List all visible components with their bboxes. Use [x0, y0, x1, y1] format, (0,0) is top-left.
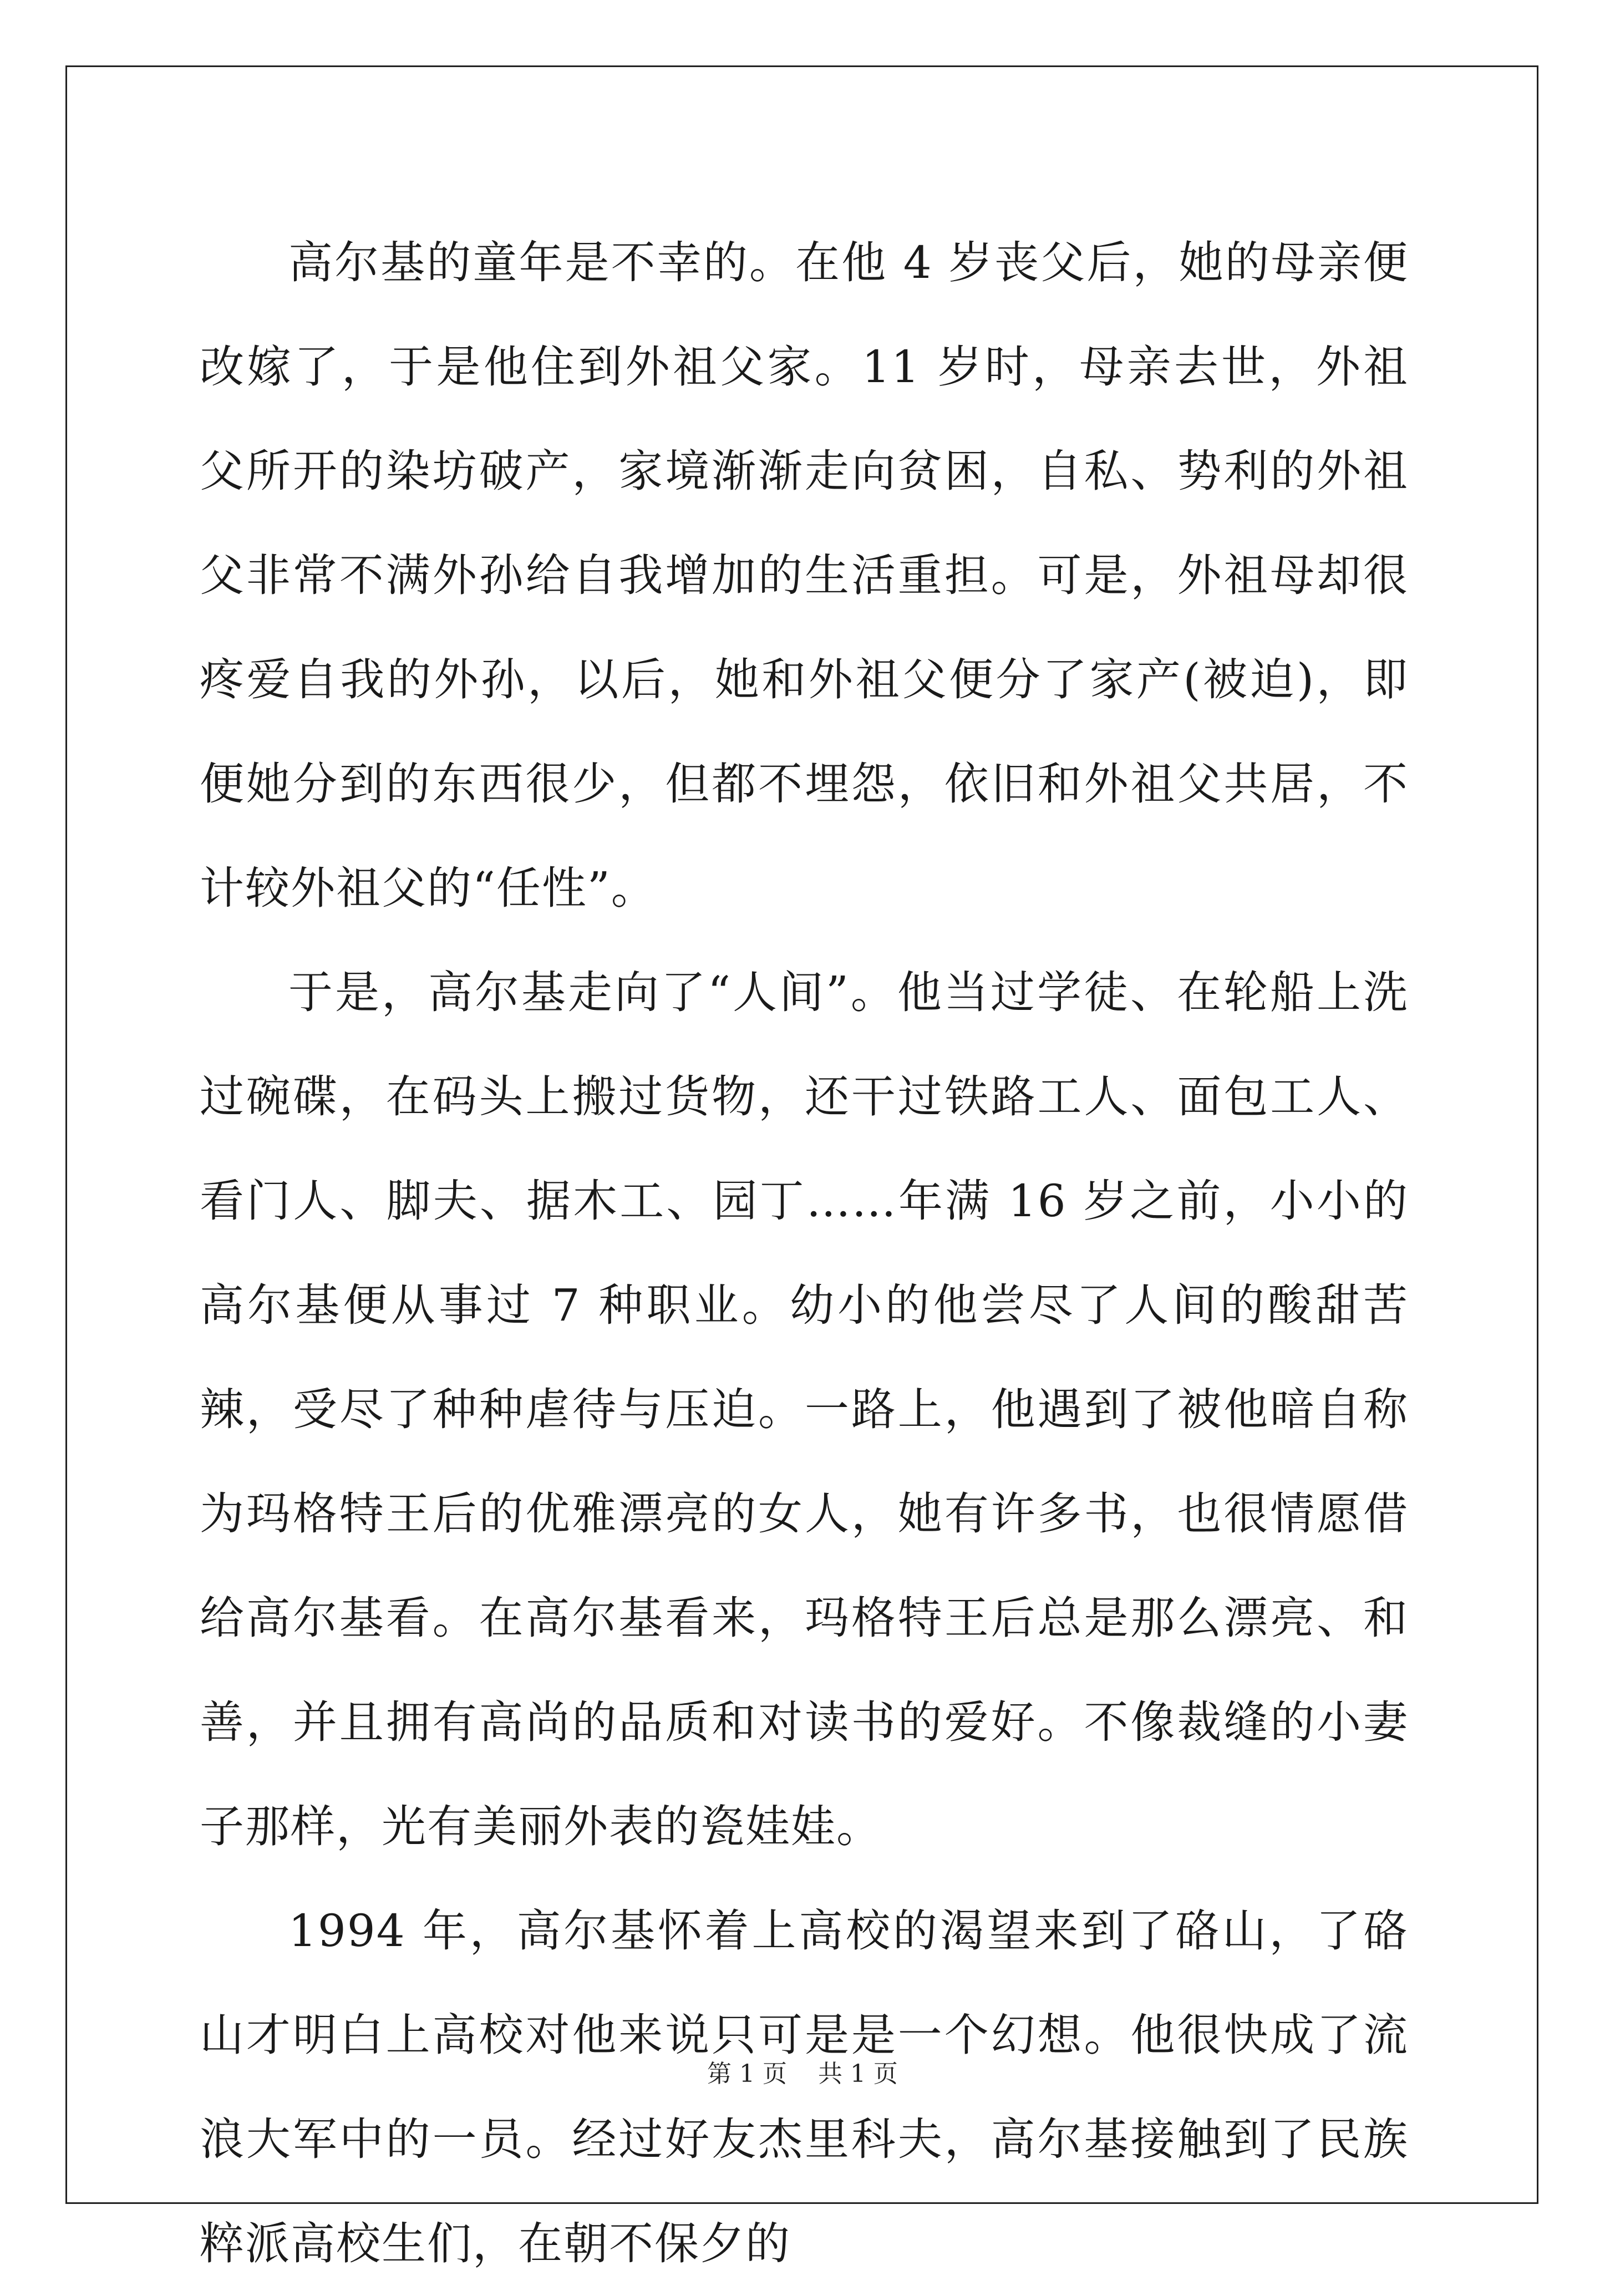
paragraph-2: 于是，高尔基走向了“人间”。他当过学徒、在轮船上洗过碗碟，在码头上搬过货物，还干过铁路工人、面包工人、看门人、脚夫、据木工、园丁……年满 16 岁之前，小小的高尔基便从事过 7 种职业。幼小的他尝尽了人间的酸甜苦辣，受尽了种种虐待与压迫。一路上，他遇到了被他暗自称为玛格特王后的优雅漂亮的女人，她有许多书，也很情愿借给高尔基看。在高尔基看来，玛格特王后总是那么漂亮、和善，并且拥有高尚的品质和对读书的爱好。不像裁缝的小妻子那样，光有美丽外表的瓷娃娃。	[200, 967, 1409, 1852]
paragraph-3: 1994 年，高尔基怀着上高校的渴望来到了硌山，了硌山才明白上高校对他来说只可是是一个幻想。他很快成了流浪大军中的一员。经过好友杰里科夫，高尔基接触到了民族粹派高校生们，在朝不保夕的	[200, 1905, 1409, 2269]
document-body	[200, 211, 1409, 2296]
page-number-label: 第 1 页 共 1 页	[707, 2060, 898, 2088]
page-footer	[0, 2058, 1605, 2091]
paragraph-1: 高尔基的童年是不幸的。在他 4 岁丧父后，她的母亲便改嫁了，于是他住到外祖父家。11 岁时，母亲去世，外祖父所开的染坊破产，家境渐渐走向贫困，自私、势利的外祖父非常不满外孙给自我增加的生活重担。可是，外祖母却很疼爱自我的外孙，以后，她和外祖父便分了家产(被迫)，即便她分到的东西很少，但都不埋怨，依旧和外祖父共居，不计较外祖父的“任性”。	[200, 237, 1409, 914]
